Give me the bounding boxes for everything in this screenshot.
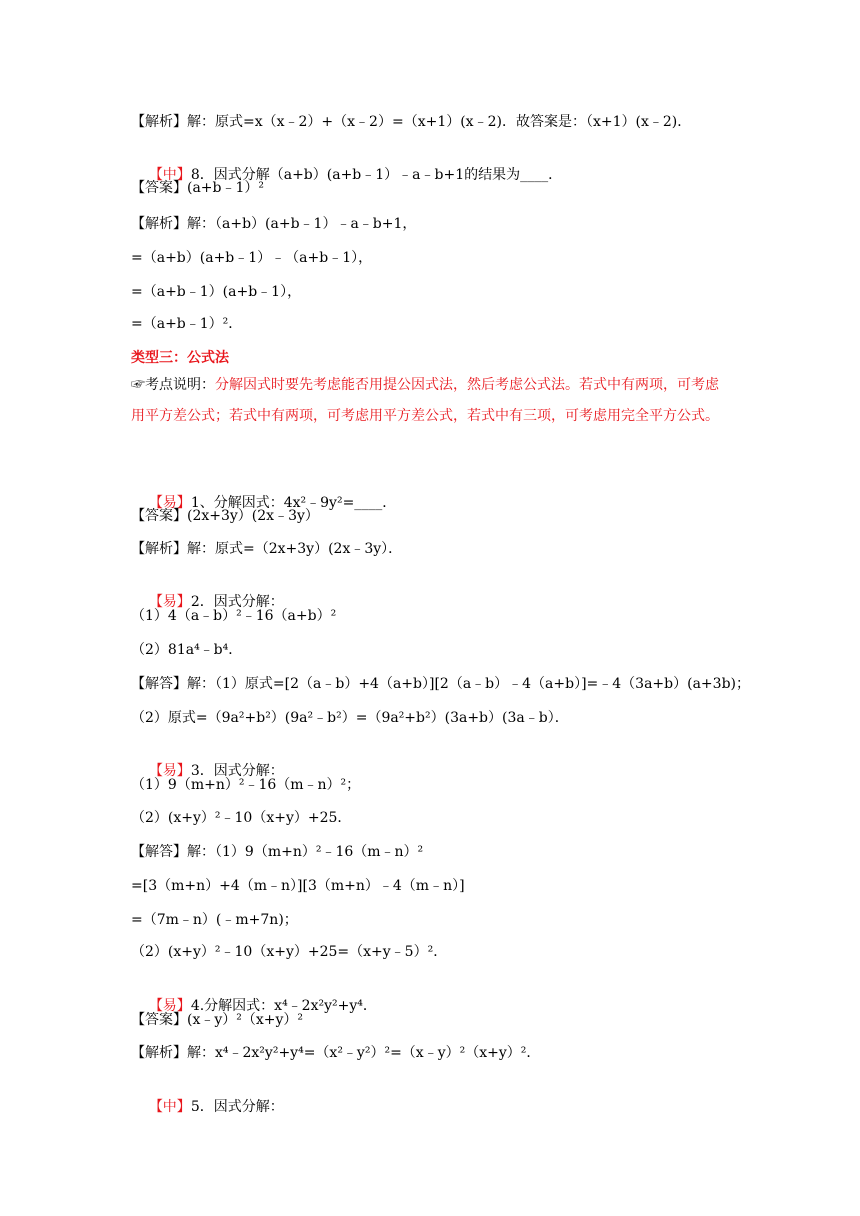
solution-line: 【解答】解：（1）原式=[2（a﹣b）+4（a+b）][2（a﹣b）﹣4（a+b）]=﹣4（3a+b）(a+3b)； [131,676,750,692]
analysis-line: 【解析】解：x⁴﹣2x²y²+y⁴=（x²﹣y²）²=（x﹣y）²（x+y）²． [131,1045,541,1061]
question-text: 1、分解因式：4x²﹣9y²=____． [190,495,397,511]
solution-line: =[3（m+n）+4（m﹣n）][3（m+n）﹣4（m﹣n）] [131,878,465,894]
difficulty-tag: 【易】 [148,763,191,779]
solution-line: 【解答】解：（1）9（m+n）²﹣16（m﹣n）² [131,844,424,860]
solution-line: （2）原式=（9a²+b²）(9a²﹣b²）=（9a²+b²）(3a+b）(3a﹣b）． [131,710,569,726]
note-text: 分解因式时要先考虑能否用提公因式法，然后考虑公式法。若式中有两项，可考虑用平方差公式；若式中有两项，可考虑用平方差公式，若式中有三项，可考虑用完全平方公式。 [131,377,719,424]
difficulty-tag: 【易】 [148,594,191,610]
difficulty-tag: 【易】 [148,495,191,511]
answer-line: 【答案】(a+b﹣1）² [131,180,265,196]
difficulty-tag: 【中】 [148,167,191,183]
step-line: =（a+b）(a+b﹣1）﹣（a+b﹣1）， [131,250,373,266]
answer-line: 【答案】(2x+3y）(2x﹣3y） [131,508,319,524]
question-text: 5．因式分解： [190,1099,284,1115]
question-text: 4.分解因式：x⁴﹣2x²y²+y⁴． [190,998,377,1014]
difficulty-tag: 【中】 [148,1099,191,1115]
sub-question: （1）4（a﹣b）²﹣16（a+b）² [131,608,337,624]
step-line: =（a+b﹣1）²． [131,316,243,332]
question-text: 3．因式分解： [190,763,284,779]
answer-line: 【答案】(x﹣y）²（x+y）² [131,1012,304,1028]
sub-question: （1）9（m+n）²﹣16（m﹣n）²； [131,777,361,793]
section-heading: 类型三：公式法 [131,350,229,366]
analysis-line: 【解析】解：原式=（2x+3y）(2x﹣3y）． [131,541,403,557]
note-label: ☞考点说明： [131,377,215,393]
analysis-line: 【解析】解：原式=x（x﹣2）+（x﹣2）=（x+1）(x﹣2)．故答案是：（x+1）(x﹣2)． [131,114,692,130]
difficulty-tag: 【易】 [148,998,191,1014]
solution-line: =（7m﹣n）(﹣m+7n)； [131,912,298,928]
step-line: =（a+b﹣1）(a+b﹣1）， [131,284,302,300]
question-text: 8．因式分解（a+b）(a+b﹣1）﹣a﹣b+1的结果为____． [190,167,563,183]
solution-line: （2）(x+y）²﹣10（x+y）+25=（x+y﹣5）²． [131,944,448,960]
question-text: 2．因式分解： [190,594,284,610]
sub-question: （2）81a⁴﹣b⁴． [131,642,243,658]
sub-question: （2）(x+y）²﹣10（x+y）+25． [131,810,352,826]
analysis-line: 【解析】解：（a+b）(a+b﹣1）﹣a﹣b+1， [131,216,417,232]
question-5 [131,1077,284,1137]
exam-point-note [131,370,731,432]
